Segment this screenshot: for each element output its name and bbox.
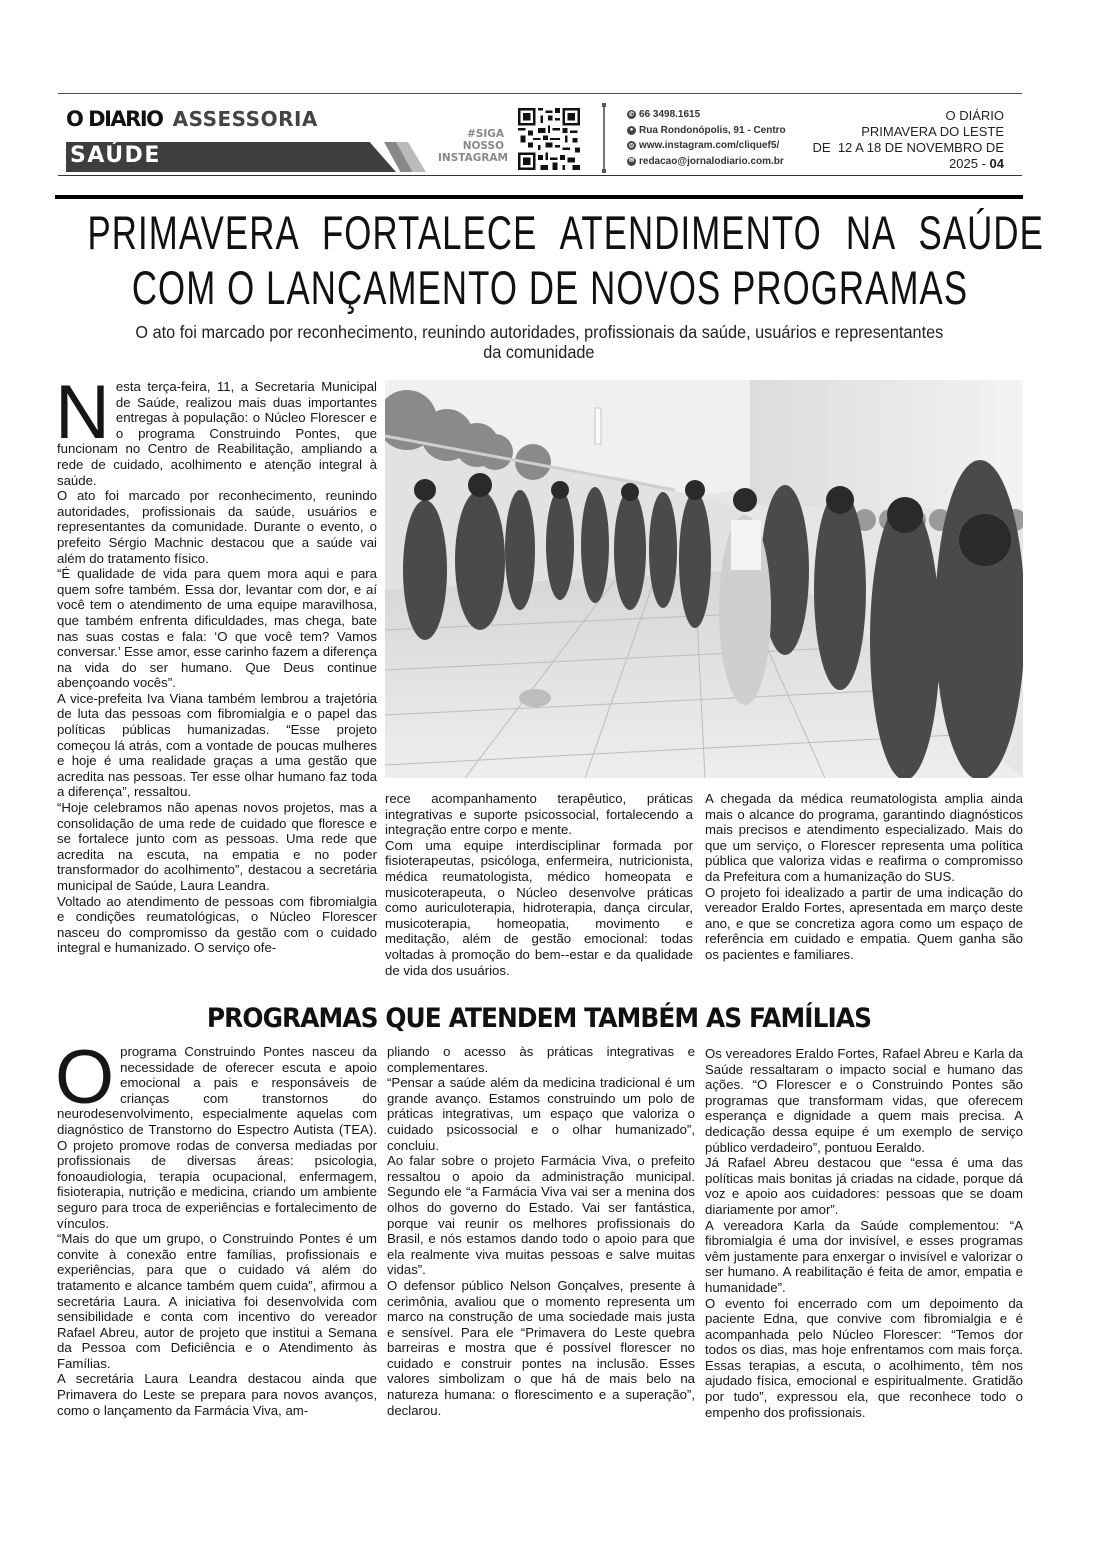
page-number: 04 [989, 156, 1004, 171]
callout-line: #SIGA [466, 128, 504, 140]
paragraph: pliando o acesso às práticas integrativas e complementares. [387, 1044, 695, 1075]
contact-instagram[interactable] [627, 138, 786, 154]
brand-section: ASSESSORIA [172, 107, 318, 131]
location-pin-icon: ● [627, 126, 636, 135]
paragraph: “Mais do que um grupo, o Construindo Pontes é um convite à conexão entre famílias, profissionais e experiências, para que o cuidado vá além do tratamento e alcance também quem cuida”, afirmou a secretária Laura. A iniciativa foi desenvolvida com sensibilidade e conta com incentivo do vereador Rafael Abreu, autor de projeto que institui a Semana da Pessoa com Deficiência e o Atendimento às Famílias. [57, 1231, 377, 1371]
paragraph: Ao falar sobre o projeto Farmácia Viva, o prefeito ressaltou o apoio da administração municipal. Segundo ele “a Farmácia Viva vai ser a menina dos olhos do governo do Estado. Vai ser fantástica, porque vai reunir os melhores profissionais do Brasil, e nós estamos dando todo o apoio para que ela realmente viva muitas pessoas e salve muitas vidas”. [387, 1153, 695, 1278]
masthead-brand [66, 106, 318, 132]
top-rule [58, 93, 1022, 94]
email-icon: ✉ [628, 158, 635, 165]
deck-line: O ato foi marcado por reconhecimento, reunindo autoridades, profissionais da saúde, usuários e representantes [135, 322, 943, 342]
article-column-1 [55, 370, 377, 956]
paragraph: O evento foi encerrado com um depoimento da paciente Edna, que convive com fibromialgia e é acompanhada pelo Núcleo Florescer: “Temos dor todos os dias, mas hoje enfrentamos com mais força. Essas terapias, a escuta, o acolhimento, têm nos ajudado física, emocional e espiritualmente. Gratidão por tudo”, expressou ela, que reconhece todo o empenho dos profissionais. [705, 1295, 1023, 1420]
paragraph: A chegada da médica reumatologista amplia ainda mais o alcance do programa, garantindo diagnósticos mais precisos e atendimento especializado. Mais do que um serviço, o Florescer representa uma política pública que valoriza vidas e reafirma o compromisso da Prefeitura com a humanização do SUS. [705, 791, 1023, 884]
article-column-6 [705, 1046, 1023, 1420]
drop-cap: N [55, 370, 110, 455]
contact-address [627, 123, 786, 139]
photo-image [385, 380, 1023, 778]
paragraph: rece acompanhamento terapêutico, práticas integrativas e suporte psicossocial, fortalecendo a integração entre corpo e mente. [385, 791, 693, 838]
paragraph: Os vereadores Eraldo Fortes, Rafael Abreu e Karla da Saúde ressaltaram o impacto social e humano das ações. “O Florescer e o Construindo Pontes são programas que transformam vidas, que oferecem esperança e dignidade a quem mais precisa. A dedicação dessa equipe é um exemplo de serviço público verdadeiro”, pontuou Eeraldo. [705, 1046, 1023, 1155]
deck [55, 322, 1023, 362]
paragraph: Com uma equipe interdisciplinar formada por fisioterapeutas, psicóloga, enfermeira, nutricionista, médica reumatologista, médico homeopata e musicoterapeuta, o Núcleo desenvolve práticas como auriculoterapia, hidroterapia, dança circular, musicoterapia, homeopatia, movimento e meditação, além de gestão emocional: todas voltadas à promoção do bem--estar e da qualidade de vida dos usuários. [385, 837, 693, 978]
edition-info [813, 108, 1004, 172]
paragraph: O projeto foi idealizado a partir de uma indicação do vereador Eraldo Fortes, apresentada em março deste ano, e que se concretiza agora como um espaço de referência em cuidado e empatia. Quem ganha são os pacientes e familiares. [705, 884, 1023, 962]
contact-email[interactable] [627, 154, 786, 170]
paragraph: A secretária Laura Leandra destacou ainda que Primavera do Leste se prepara para novos avanços, como o lançamento da Farmácia Viva, am- [57, 1371, 377, 1418]
contact-text: redacao@jornalodiario.com.br [639, 155, 784, 167]
instagram-icon: ◎ [628, 142, 635, 149]
subhead-text: PROGRAMAS QUE ATENDEM TAMBÉM AS FAMÍLIAS [206, 1003, 872, 1034]
contact-text: 66 3498.1615 [639, 109, 701, 120]
whatsapp-icon: ✆ [628, 111, 635, 118]
instagram-callout [438, 128, 509, 164]
edition-paper: O DIÁRIO [945, 108, 1004, 123]
section-subhead [55, 1003, 1023, 1035]
drop-cap: O [55, 1035, 115, 1120]
paragraph: Voltado ao atendimento de pessoas com fibromialgia e condições reumatológicas, o Núcleo Florescer nasceu do compromisso da gestão com o cuidado integral e humanizado. O serviço ofe- [57, 893, 377, 956]
qr-code-icon[interactable] [518, 108, 580, 170]
callout-line: NOSSO [462, 140, 504, 152]
brand-name: O DIARIO [66, 107, 163, 131]
contact-text: www.instagram.com/cliquef5/ [639, 140, 780, 151]
article-column-4 [55, 1035, 377, 1418]
paragraph: programa Construindo Pontes nasceu da necessidade de oferecer escuta e apoio emocional a pais e responsáveis de crianças com transtornos do neurodesenvolvimento, especialmente aquelas com diagnóstico de Transtorno do Espectro Autista (TEA). O projeto promove rodas de conversa mediadas por profissionais de diversas áreas: psicologia, fonoaudiologia, terapia ocupacional, enfermagem, fisioterapia, nutrição e medicina, criando um ambiente seguro para troca de experiências e fortalecimento de vínculos. [57, 1044, 377, 1231]
edition-dates: DE 12 A 18 DE NOVEMBRO DE [812, 140, 1004, 155]
paragraph: A vereadora Karla da Saúde complementou: “A fibromialgia é uma dor invisível, e esses programas vêm justamente para enxergar o invisível e valorizar o ser humano. A reabilitação é feita de amor, empatia e humanidade”. [705, 1217, 1023, 1295]
section-label: SAÚDE [70, 143, 161, 168]
article-column-5 [387, 1044, 695, 1418]
deck-line: da comunidade [483, 342, 595, 362]
contact-text: Rua Rondonópolis, 91 - Centro [639, 124, 786, 136]
edition-year-page [813, 156, 1004, 172]
contact-list [627, 107, 786, 169]
contact-bracket [603, 105, 609, 171]
callout-line: INSTAGRAM [438, 152, 509, 164]
paragraph: “Pensar a saúde além da medicina tradicional é um grande avanço. Estamos construindo um polo de práticas integrativas, um espaço que valoriza o cuidado psicossocial e o olhar humanizado”, concluiu. [387, 1075, 695, 1153]
edition-year: 2025 - [949, 156, 990, 171]
article-column-2 [385, 791, 693, 978]
article-column-3 [705, 791, 1023, 963]
paragraph: esta terça-feira, 11, a Secretaria Municipal de Saúde, realizou mais duas importantes entregas à população: o Núcleo Florescer e o programa Construindo Pontes, que funcionam no Centro de Reabilitação, ampliando a rede de cuidado, acolhimento e atenção integral à saúde. [57, 379, 377, 488]
edition-city: PRIMAVERA DO LESTE [861, 124, 1004, 139]
headline-line: COM O LANÇAMENTO DE NOVOS PROGRAMAS [131, 261, 969, 314]
header-rule [58, 175, 1022, 176]
headline-line: PRIMAVERA FORTALECE ATENDIMENTO NA SAÚDE [87, 206, 1044, 259]
paragraph: O defensor público Nelson Gonçalves, presente à cerimônia, avaliou que o momento representa um marco na construção de uma sociedade mais justa e sensível. Para ele “Primavera do Leste quebra barreiras e mostra que é possível florescer no cuidado e construir pontes na inclusão. Esses valores simbolizam o que há de mais belo na natureza humana: o florescimento e a superação”, declarou. [387, 1277, 695, 1418]
paragraph: “É qualidade de vida para quem mora aqui e para quem sofre também. Essa dor, levantar com dor, e aí você tem o atendimento de uma equipe maravilhosa, que também enfrenta dificuldades, mas chega, bate nas suas costas e fala: ‘O que você tem? Vamos conversar.’ Esse amor, esse carinho fazem a diferença na vida do ser humano. Que Deus continue abençoando vocês”. [57, 566, 377, 691]
paragraph: Já Rafael Abreu destacou que “essa é uma das políticas mais bonitas já criadas na cidade, porque dá voz e apoio aos cuidadores: pessoas que se doam diariamente por amor”. [705, 1155, 1023, 1217]
paragraph: “Hoje celebramos não apenas novos projetos, mas a consolidação de uma rede de cuidado que floresce e se fortalece junto com as pessoas. Uma rede que acredita na escuta, na empatia e no poder transformador do acolhimento”, destacou a secretária municipal de Saúde, Laura Leandra. [57, 800, 377, 893]
headline-rule [55, 195, 1023, 199]
paragraph: O ato foi marcado por reconhecimento, reunindo autoridades, profissionais da saúde, usuários e representantes da comunidade. Durante o evento, o prefeito Sérgio Machnic destacou que a saúde vai além do tratamento físico. [57, 488, 377, 566]
article-photo [385, 380, 1023, 778]
contact-phone[interactable] [627, 107, 786, 123]
paragraph: A vice-prefeita Iva Viana também lembrou a trajetória de luta das pessoas com fibromialgia e o papel das políticas públicas humanizadas. “Esse projeto começou lá atrás, com a vontade de poucas mulheres e hoje é uma realidade graças a uma gestão que acredita nas pessoas. Ter esse olhar humano faz toda a diferença”, ressaltou. [57, 690, 377, 800]
headline [0, 205, 1100, 315]
